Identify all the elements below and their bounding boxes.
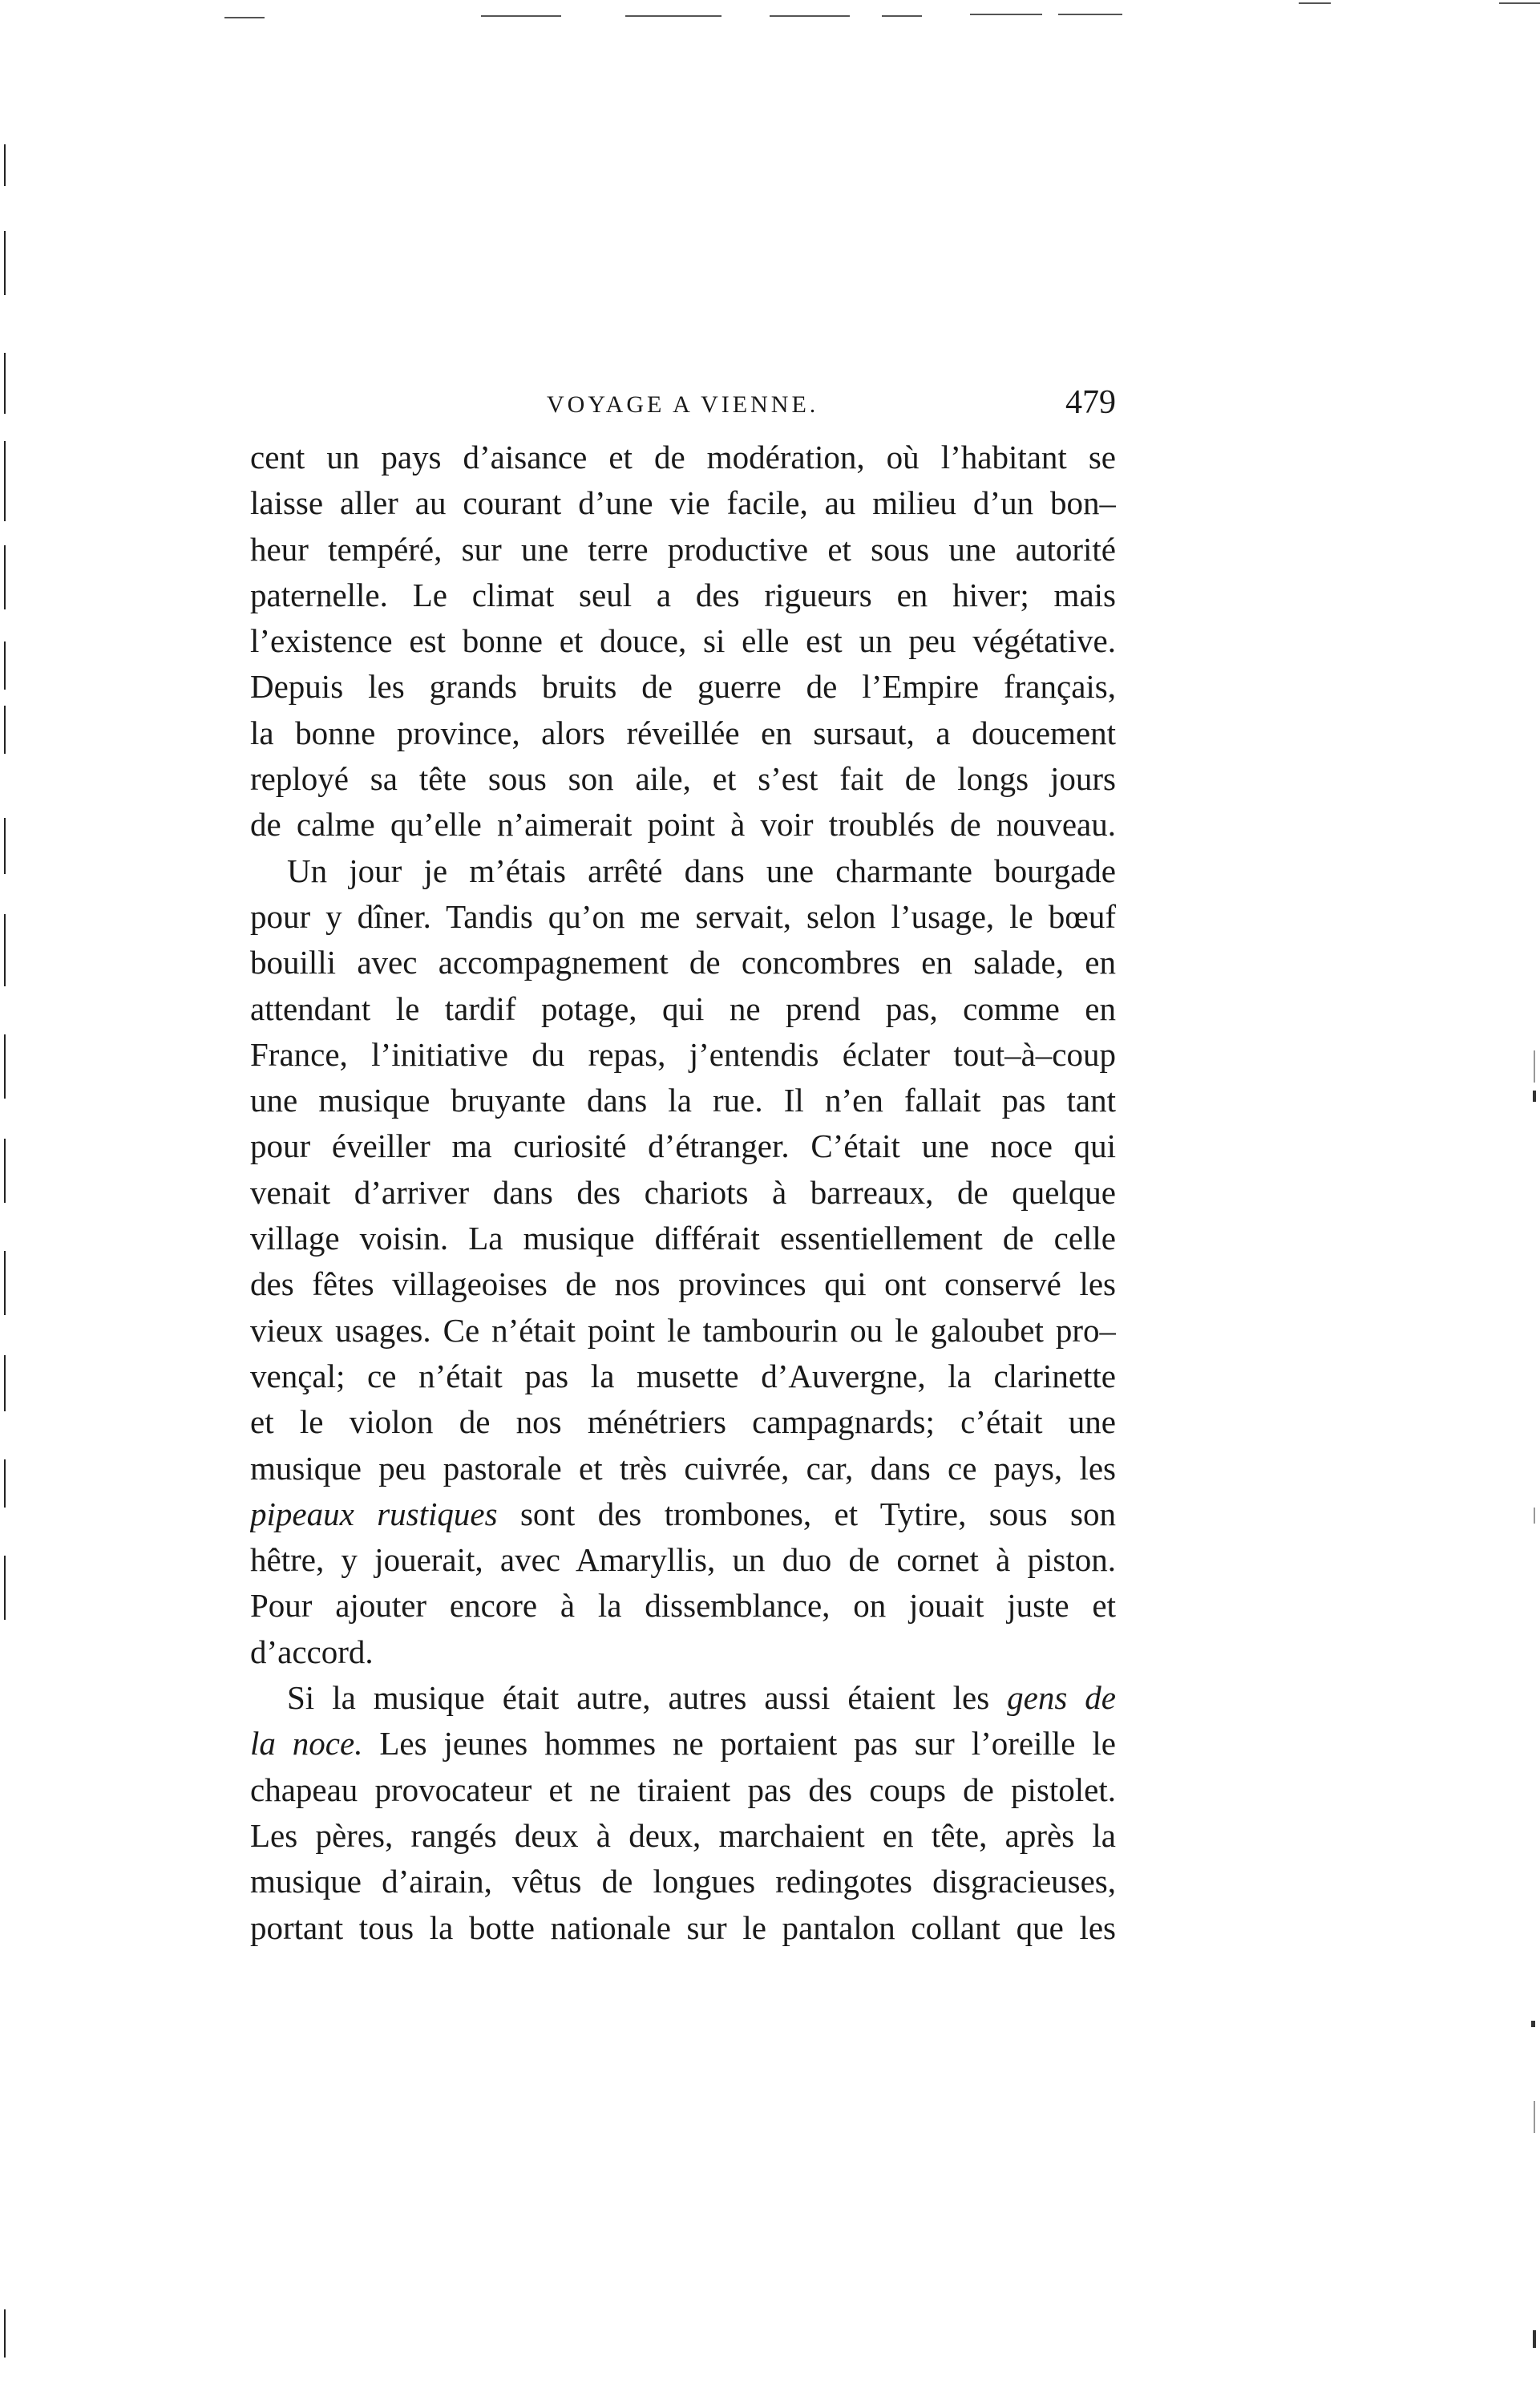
paragraph-2 — [250, 848, 1116, 1675]
page-body — [250, 435, 1116, 1951]
text-fragment: Si la musique était autre, autres aussi étaient les — [287, 1679, 1008, 1717]
text-line: Un jour je m’étais arrêté dans une charmante bourgade — [287, 852, 1116, 889]
text-line-italic-mix — [250, 1675, 1116, 1721]
italic-phrase: gens de — [1007, 1679, 1116, 1717]
text-line: pour y dîner. Tandis qu’on me servait, selon l’usage, le bœuf — [250, 897, 1116, 935]
text-line: des fêtes villageoises de nos provinces qui ont conservé les — [250, 1265, 1116, 1303]
text-line: Depuis les grands bruits de guerre de l’Empire français, — [250, 668, 1116, 706]
text-line: vençal; ce n’était pas la musette d’Auvergne, la clarinette — [250, 1357, 1116, 1394]
text-line: Pour ajouter encore à la dissemblance, on jouait juste et — [250, 1587, 1116, 1625]
text-line: paternelle. Le climat seul a des rigueurs en hiver; mais — [250, 576, 1116, 613]
text-line: attendant le tardif potage, qui ne prend pas, comme en — [250, 990, 1116, 1027]
text-line: village voisin. La musique différait essentiellement de celle — [250, 1220, 1116, 1257]
text-line: d’accord. — [250, 1633, 374, 1670]
text-line: portant tous la botte nationale sur le pantalon collant que les — [250, 1908, 1116, 1946]
text-line-italic-mix — [250, 1721, 1116, 1767]
text-line: de calme qu’elle n’aimerait point à voir troublés de nouveau. — [250, 806, 1116, 844]
running-title: VOYAGE A VIENNE. — [547, 391, 819, 418]
text-line: venait d’arriver dans des chariots à barreaux, de quelque — [250, 1173, 1116, 1211]
text-line: vieux usages. Ce n’était point le tambourin ou le galoubet pro– — [250, 1311, 1116, 1349]
text-line: une musique bruyante dans la rue. Il n’en fallait pas tant — [250, 1082, 1116, 1119]
text-line: France, l’initiative du repas, j’entendis éclater tout–à–coup — [250, 1035, 1116, 1073]
text-line: bouilli avec accompagnement de concombres en salade, en — [250, 944, 1116, 981]
text-line: et le violon de nos ménétriers campagnards; c’était une — [250, 1403, 1116, 1441]
text-line-italic-mix — [250, 1491, 1116, 1537]
text-line: pour éveiller ma curiosité d’étranger. C’était une noce qui — [250, 1127, 1116, 1165]
italic-phrase: pipeaux rustiques — [250, 1495, 498, 1532]
paragraph-1 — [250, 435, 1116, 848]
page-header — [250, 383, 1116, 431]
paragraph-3 — [250, 1675, 1116, 1951]
text-line: musique d’airain, vêtus de longues redingotes disgracieuses, — [250, 1863, 1116, 1900]
text-line: chapeau provocateur et ne tiraient pas des coups de pistolet. — [250, 1771, 1116, 1808]
text-line: la bonne province, alors réveillée en sursaut, a doucement — [250, 714, 1116, 751]
text-line: reployé sa tête sous son aile, et s’est fait de longs jours — [250, 760, 1116, 798]
text-line: musique peu pastorale et très cuivrée, car, dans ce pays, les — [250, 1449, 1116, 1487]
text-line: laisse aller au courant d’une vie facile, au milieu d’un bon– — [250, 484, 1116, 522]
text-fragment: sont des trombones, et Tytire, sous son — [497, 1495, 1116, 1532]
italic-phrase: la noce. — [250, 1725, 363, 1763]
page-number: 479 — [1065, 384, 1116, 421]
text-line: hêtre, y jouerait, avec Amaryllis, un duo de cornet à piston. — [250, 1541, 1116, 1579]
text-line: Les pères, rangés deux à deux, marchaient en tête, après la — [250, 1816, 1116, 1854]
text-fragment: Les jeunes hommes ne portaient pas sur l’oreille le — [362, 1725, 1116, 1763]
text-line: heur tempéré, sur une terre productive et sous une autorité — [250, 530, 1116, 568]
text-line: cent un pays d’aisance et de modération, où l’habitant se — [250, 439, 1116, 476]
text-line: l’existence est bonne et douce, si elle est un peu végétative. — [250, 622, 1116, 660]
